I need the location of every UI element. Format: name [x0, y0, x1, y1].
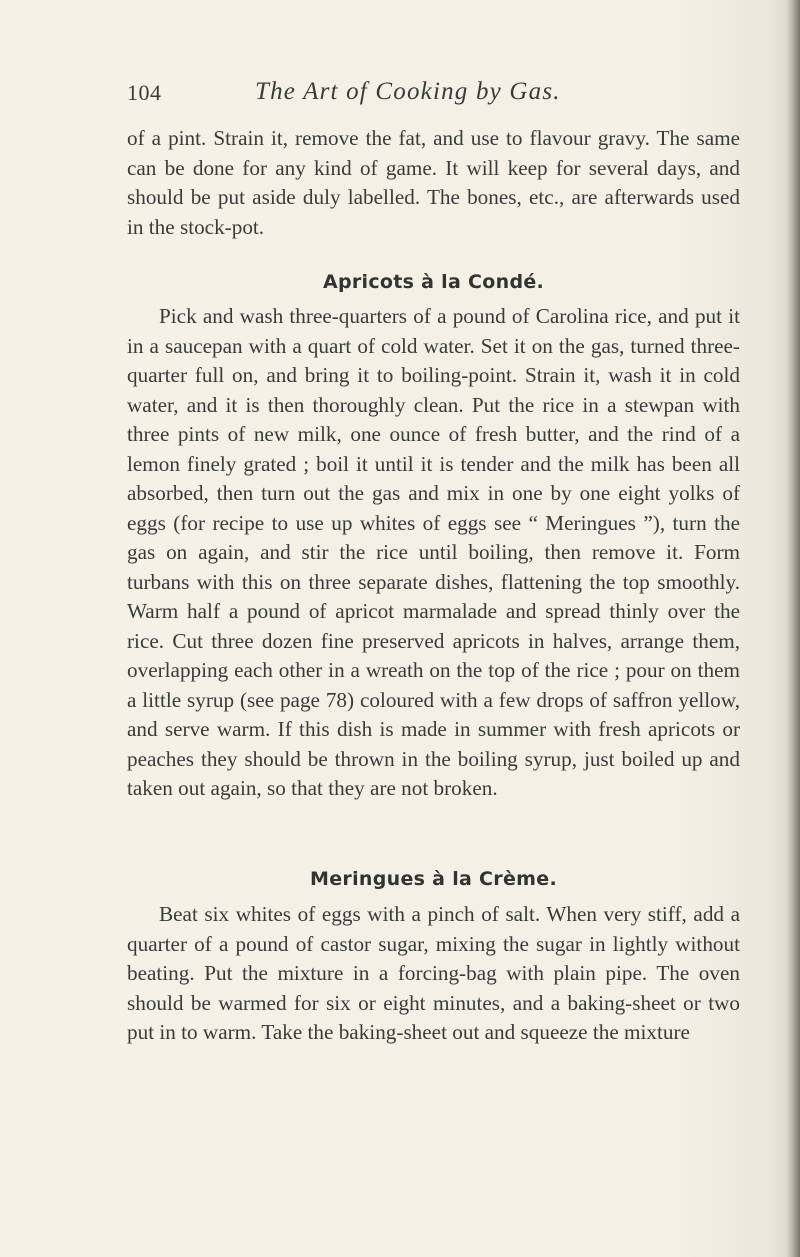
- recipe-paragraph-meringues: [127, 900, 740, 1048]
- recipe-heading-apricots: Apricots à la Condé.: [322, 271, 545, 293]
- recipe-paragraph-apricots: [127, 302, 740, 804]
- page-header: [127, 78, 637, 110]
- continuation-text: of a pint. Strain it, remove the fat, and use to flavour gravy. The same can be done for any kind of game. It will keep for several days, and should be put aside duly labelled. The bones, etc., are afterwards used in the stock-pot.: [127, 126, 740, 239]
- recipe-text-meringues: Beat six whites of eggs with a pinch of salt. When very stiff, add a quarter of a pound of castor sugar, mixing the sugar in lightly without beating. Put the mixture in a forcing-bag with plain pipe. The oven should be warmed for six or eight minutes, and a baking-sheet or two put in to warm. Take the baking-sheet out and squeeze the mixture: [127, 902, 740, 1044]
- page-edge-shadow: [786, 0, 800, 1257]
- continuation-paragraph: [127, 124, 740, 242]
- recipe-text-apricots: Pick and wash three-quarters of a pound of Carolina rice, and put it in a saucepan with a quart of cold water. Set it on the gas, turned three-quarter full on, and bring it to boiling-point. Strain it, wash it in cold water, and it is then thoroughly clean. Put the rice in a stewpan with three pints of new milk, one ounce of fresh butter, and the rind of a lemon finely grated ; boil it until it is tender and the milk has been all absorbed, then turn out the gas and mix in one by one eight yolks of eggs (for recipe to use up whites of eggs see “ Meringues ”), turn the gas on again, and stir the rice until boiling, then remove it. Form turbans with this on three separate dishes, flattening the top smoothly. Warm half a pound of apricot marmalade and spread thinly over the rice. Cut three dozen fine preserved apricots in halves, arrange them, overlapping each other in a wreath on the top of the rice ; pour on them a little syrup (see page 78) coloured with a few drops of saffron yellow, and serve warm. If this dish is made in summer with fresh apricots or peaches they should be thrown in the boiling syrup, just boiled up and taken out again, so that they are not broken.: [127, 304, 740, 800]
- running-title: The Art of Cooking by Gas.: [255, 78, 561, 105]
- recipe-heading-meringues: Meringues à la Crème.: [310, 868, 557, 890]
- page-number: 104: [127, 80, 162, 105]
